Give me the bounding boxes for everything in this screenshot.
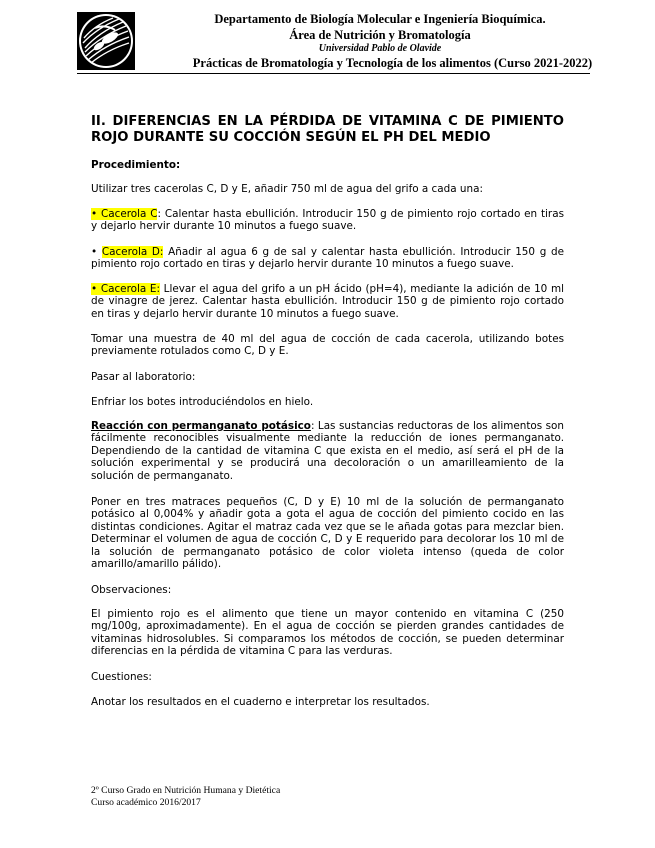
header-divider [77,73,590,74]
item-text: Añadir al agua 6 g de sal y calentar hasta ebullición. Introducir 150 g de pimiento rojo cortado en tiras y dejarlo hervir durante 10 minutos a fuego suave. [91,246,565,271]
item-label: Cacerola C [100,208,158,220]
sample-paragraph: Tomar una muestra de 40 ml del agua de cocción de cada cacerola, utilizando botes previamente rotulados como C, D y E. [91,333,564,358]
bullet-marker: • [91,246,98,258]
method-paragraph: Poner en tres matraces pequeños (C, D y E) 10 ml de la solución de permanganato potásico al 0,004% y añadir gota a gota el agua de cocción del pimiento cocido en las distintas condiciones. Agitar el matraz cada vez que se le añada gotas para mezclar bien. Determinar el volumen de agua de cocción C, D y E requerido para decolorar los 10 ml de la solución de permanganato potásico de color violeta intenso (queda de color amarillo/amarillo pálido). [91,496,564,571]
questions-text: Anotar los resultados en el cuaderno e interpretar los resultados. [91,696,430,708]
bullet-marker: • [91,283,98,295]
university-emblem-icon [77,12,135,70]
cool-paragraph: Enfriar los botes introduciéndolos en hielo. [91,396,314,408]
course-title: Prácticas de Bromatología y Tecnología de los alimentos (Curso 2021-2022) [192,56,593,70]
item-text: Llevar el agua del grifo a un pH ácido (pH=4), mediante la adición de 10 ml de vinagre de jerez. Calentar hasta ebullición. Introducir 150 g de pimiento rojo cortado en tiras y dejarlo hervir durante 10 minutos a fuego suave. [91,283,564,320]
reaction-paragraph [91,420,564,482]
procedure-heading: Procedimiento: [91,159,181,171]
observations-text: El pimiento rojo es el alimento que tiene un mayor contenido en vitamina C (250 mg/100g, aproximadamente). En el agua de cocción se pierden grandes cantidades de vitaminas hidrosolubles. Si comparamos los métodos de cocción, se pueden determinar diferencias en la pérdida de vitamina C para las verduras. [91,608,564,658]
questions-heading: Cuestiones: [91,671,152,683]
lab-paragraph: Pasar al laboratorio: [91,371,196,383]
reaction-heading: Reacción con permanganato potásico [91,420,311,432]
footer-degree: 2º Curso Grado en Nutrición Humana y Dietética [91,785,281,796]
university-name: Universidad Pablo de Olavide [318,43,442,54]
footer-academic-year: Curso académico 2016/2017 [91,797,201,808]
page-title: II. DIFERENCIAS EN LA PÉRDIDA DE VITAMINA C DE PIMIENTO ROJO DURANTE SU COCCIÓN SEGÚN EL PH DEL MEDIO [91,114,564,145]
reaction-text: : Las sustancias reductoras de los alimentos son fácilmente reconocibles visualmente mediante la reducción de iones permanganato. Dependiendo de la cantidad de vitamina C que exista en el medio, así será el pH de la solución experimental y se producirá una decoloración o un amarilleamiento de la solución de permanganato. [91,420,564,482]
item-text: Calentar hasta ebullición. Introducir 150 g de pimiento rojo cortado en tiras y dejarlo hervir durante 10 minutos a fuego suave. [91,208,564,233]
procedure-intro: Utilizar tres cacerolas C, D y E, añadir 750 ml de agua del grifo a cada una: [91,183,483,195]
item-label: Cacerola E: [100,283,160,295]
department-name: Departamento de Biología Molecular e Ingeniería Bioquímica. [214,12,546,26]
area-name: Área de Nutrición y Bromatología [289,28,471,42]
observations-heading: Observaciones: [91,584,172,596]
list-item [91,246,564,271]
list-item: • Cacerola C: Calentar hasta ebullición. Introducir 150 g de pimiento rojo cortado en tiras y dejarlo hervir durante 10 minutos a fuego suave. [91,208,564,233]
list-item [91,283,564,320]
item-label: Cacerola D: [101,246,164,258]
bullet-marker: • [91,208,98,220]
